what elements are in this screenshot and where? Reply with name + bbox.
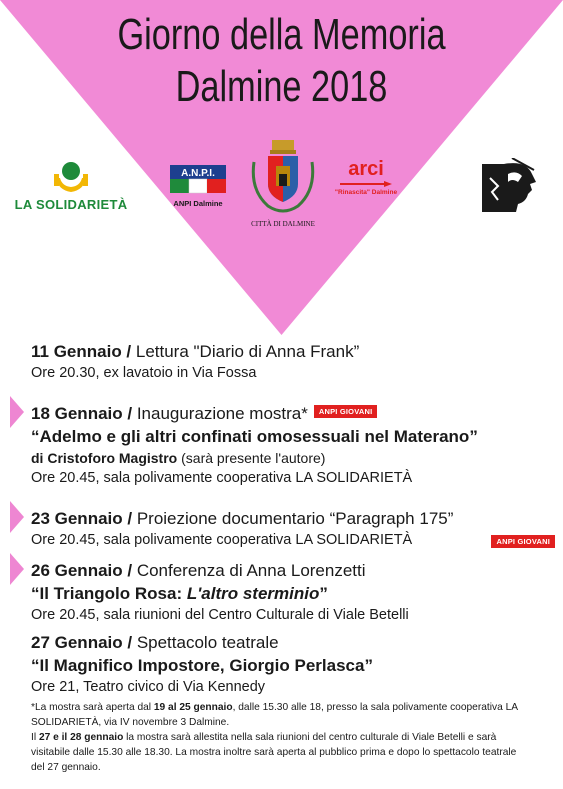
event-heading xyxy=(31,631,563,654)
solidarieta-label: LA SOLIDARIETÀ xyxy=(14,197,128,212)
event-info: Ore 20.30, ex lavatoio in Via Fossa xyxy=(31,365,257,381)
event-date: 11 Gennaio xyxy=(31,342,122,361)
citta-label: CITTÀ DI DALMINE xyxy=(251,220,315,228)
arci-label: "Rinascita" Dalmine xyxy=(334,189,398,196)
author-note: (sarà presente l'autore) xyxy=(177,450,326,466)
event-title: Conferenza di Anna Lorenzetti xyxy=(136,561,366,580)
event-separator: / xyxy=(122,404,137,423)
events-list xyxy=(0,340,563,701)
event-heading xyxy=(31,559,563,582)
event-subtitle: “Adelmo e gli altri confinati omosessuali nel Materano” xyxy=(31,427,478,446)
event-date: 26 Gennaio xyxy=(31,561,123,580)
author-name: di Cristoforo Magistro xyxy=(31,450,178,466)
event-date: 27 Gennaio xyxy=(31,633,123,652)
anpi-giovani-badge: ANPI GIOVANI xyxy=(491,535,555,548)
arci-wordmark: arci xyxy=(348,158,384,180)
event-subtitle: “Il Magnifico Impostore, Giorgio Perlasca” xyxy=(31,656,373,675)
event-separator: / xyxy=(121,342,136,361)
event-info: Ore 20.45, sala riunioni del Centro Culturale di Viale Betelli xyxy=(31,607,409,623)
page-title: Giorno della Memoria xyxy=(117,10,446,59)
event-26-gennaio xyxy=(0,559,563,629)
anpi-flag-text: A.N.P.I. xyxy=(181,168,215,179)
event-date: 18 Gennaio xyxy=(31,404,123,423)
crest-icon xyxy=(248,140,318,218)
event-date: 23 Gennaio xyxy=(31,509,123,528)
head-silhouette-icon xyxy=(482,158,542,214)
triangle-marker-icon xyxy=(10,553,24,585)
event-23-gennaio xyxy=(0,507,563,551)
triangle-marker-icon xyxy=(10,396,24,428)
event-title: Inaugurazione mostra* xyxy=(136,404,308,423)
footnotes xyxy=(31,700,531,775)
event-info: Ore 21, Teatro civico di Via Kennedy xyxy=(31,679,266,695)
arci-underline-icon xyxy=(340,181,392,187)
event-18-gennaio xyxy=(0,402,563,507)
event-11-gennaio xyxy=(0,340,563,389)
event-info: Ore 20.45, sala polivamente cooperativa LA SOLIDARIETÀ xyxy=(31,532,413,548)
event-title: Spettacolo teatrale xyxy=(136,633,279,652)
solidarieta-logo xyxy=(6,160,136,220)
event-author xyxy=(31,448,563,468)
page-subtitle: Dalmine 2018 xyxy=(175,62,388,111)
event-27-gennaio xyxy=(0,631,563,701)
footnote-exhibit-relocation: Il 27 e il 28 gennaio la mostra sarà allestita nella sala riunioni del centro culturale di Viale Betelli e sarà visitabile dalle 15.30 alle 18.30. La mostra inoltre sarà aperta al pubblico prima e dopo lo spettacolo teatrale del 27 gennaio. xyxy=(31,732,517,773)
anpi-logo xyxy=(168,163,228,213)
event-title: Lettura "Diario di Anna Frank” xyxy=(135,342,360,361)
event-heading xyxy=(31,402,563,425)
event-subtitle: “Il Triangolo Rosa: L'altro sterminio” xyxy=(31,584,328,603)
anpi-giovani-badge: ANPI GIOVANI xyxy=(314,405,378,418)
event-separator: / xyxy=(122,561,137,580)
citta-dalmine-crest xyxy=(248,140,318,228)
arci-logo xyxy=(330,158,402,204)
event-separator: / xyxy=(122,633,137,652)
anpi-flag-icon xyxy=(168,163,228,197)
event-title: Proiezione documentario “Paragraph 175” xyxy=(136,509,454,528)
footnote-exhibit-dates: *La mostra sarà aperta dal 19 al 25 gennaio, dalle 15.30 alle 18, presso la sala polivamente cooperativa LA SOLIDARIETÀ, via IV novembre 3 Dalmine. xyxy=(31,702,518,728)
triangle-marker-icon xyxy=(10,501,24,533)
event-info: Ore 20.45, sala polivamente cooperativa LA SOLIDARIETÀ xyxy=(31,470,413,486)
profile-silhouette-logo xyxy=(482,158,542,214)
hands-icon xyxy=(6,160,136,196)
event-separator: / xyxy=(122,509,137,528)
event-heading xyxy=(31,340,563,363)
event-heading xyxy=(31,507,563,530)
anpi-label: ANPI Dalmine xyxy=(173,199,223,208)
